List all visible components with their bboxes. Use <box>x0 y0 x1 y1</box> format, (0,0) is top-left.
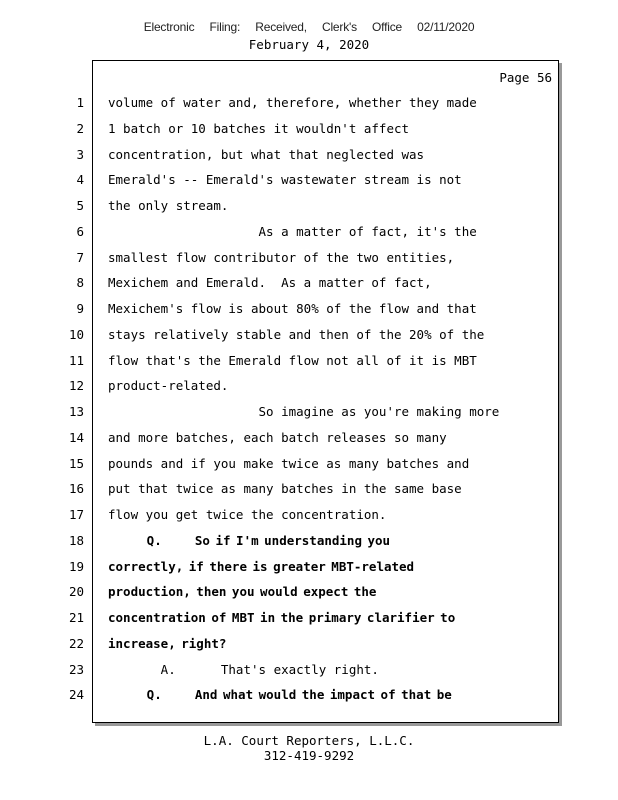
transcript-line-text: flow you get twice the concentration. <box>108 507 387 522</box>
transcript-line-text: put that twice as many batches in the same base <box>108 481 462 497</box>
line-number: 1 <box>76 95 84 110</box>
line-number: 21 <box>68 610 84 625</box>
transcript-line-text: product-related. <box>108 378 229 394</box>
line-number: 13 <box>68 404 84 419</box>
line-number: 9 <box>76 301 84 316</box>
line-number: 14 <box>68 429 84 445</box>
transcript-line-text: increase, right? <box>108 635 227 651</box>
line-number: 3 <box>76 146 84 162</box>
line-number: 20 <box>68 584 84 600</box>
line-number: 19 <box>68 558 84 574</box>
line-number: 7 <box>76 249 84 265</box>
transcript-line-text: Q. So if I'm understanding you <box>108 532 391 548</box>
line-number: 12 <box>68 378 84 394</box>
line-number: 2 <box>76 120 84 136</box>
line-number: 10 <box>68 326 84 342</box>
electronic-filing-stamp <box>0 20 618 34</box>
transcript-line-text: 1 batch or 10 batches it wouldn't affect <box>108 120 410 136</box>
transcript-line-text: As a matter of fact, it's the <box>108 223 477 239</box>
filing-word-5: Office <box>372 20 402 34</box>
line-number: 8 <box>76 275 84 291</box>
line-number: 5 <box>76 198 84 213</box>
filing-word-1: Electronic <box>143 20 195 34</box>
filing-word-3: Received, <box>255 20 307 34</box>
transcript-line-text: volume of water and, therefore, whether they made <box>108 95 477 110</box>
transcript-line-text: Mexichem and Emerald. As a matter of fact, <box>108 275 432 291</box>
transcript-line-text: So imagine as you're making more <box>108 404 500 419</box>
filing-word-2: Filing: <box>209 20 241 34</box>
line-number: 6 <box>76 223 84 239</box>
transcript-line-text: and more batches, each batch releases so many <box>108 429 447 445</box>
transcript-line-text: the only stream. <box>108 198 229 213</box>
line-number: 4 <box>76 172 84 188</box>
transcript-line-text: flow that's the Emerald flow not all of it is MBT <box>108 352 477 368</box>
transcript-line-text: correctly, if there is greater MBT-related <box>108 558 415 574</box>
page-number: Page 56 <box>499 70 552 85</box>
transcript-line-text: Mexichem's flow is about 80% of the flow and that <box>108 301 477 316</box>
line-number: 24 <box>68 687 84 703</box>
line-number: 23 <box>68 661 84 677</box>
transcript-line-text: Emerald's -- Emerald's wastewater stream is not <box>108 172 462 188</box>
reporter-company: L.A. Court Reporters, L.L.C. <box>203 733 415 748</box>
transcript-line-text: pounds and if you make twice as many batches and <box>108 455 470 471</box>
transcript-line-text: smallest flow contributor of the two entities, <box>108 249 455 265</box>
transcript-line-text: concentration of MBT in the primary clarifier to <box>108 610 456 625</box>
reporter-footer <box>0 733 618 763</box>
line-number: 17 <box>68 507 84 522</box>
line-number: 18 <box>68 532 84 548</box>
filing-word-4: Clerk's <box>322 20 357 34</box>
line-number: 16 <box>68 481 84 497</box>
line-number: 11 <box>68 352 84 368</box>
reporter-phone: 312-419-9292 <box>263 748 355 763</box>
transcript-line-text: stays relatively stable and then of the 20% of the <box>108 326 485 342</box>
line-number: 22 <box>68 635 84 651</box>
transcript-line-text: production, then you would expect the <box>108 584 377 600</box>
filing-word-6: 02/11/2020 <box>417 20 475 34</box>
transcript-line-text: concentration, but what that neglected was <box>108 146 425 162</box>
line-number: 15 <box>68 455 84 471</box>
transcript-line-text: Q. And what would the impact of that be <box>108 687 452 703</box>
transcript-line-text: A. That's exactly right. <box>108 661 379 677</box>
transcript-date: February 4, 2020 <box>248 37 370 52</box>
